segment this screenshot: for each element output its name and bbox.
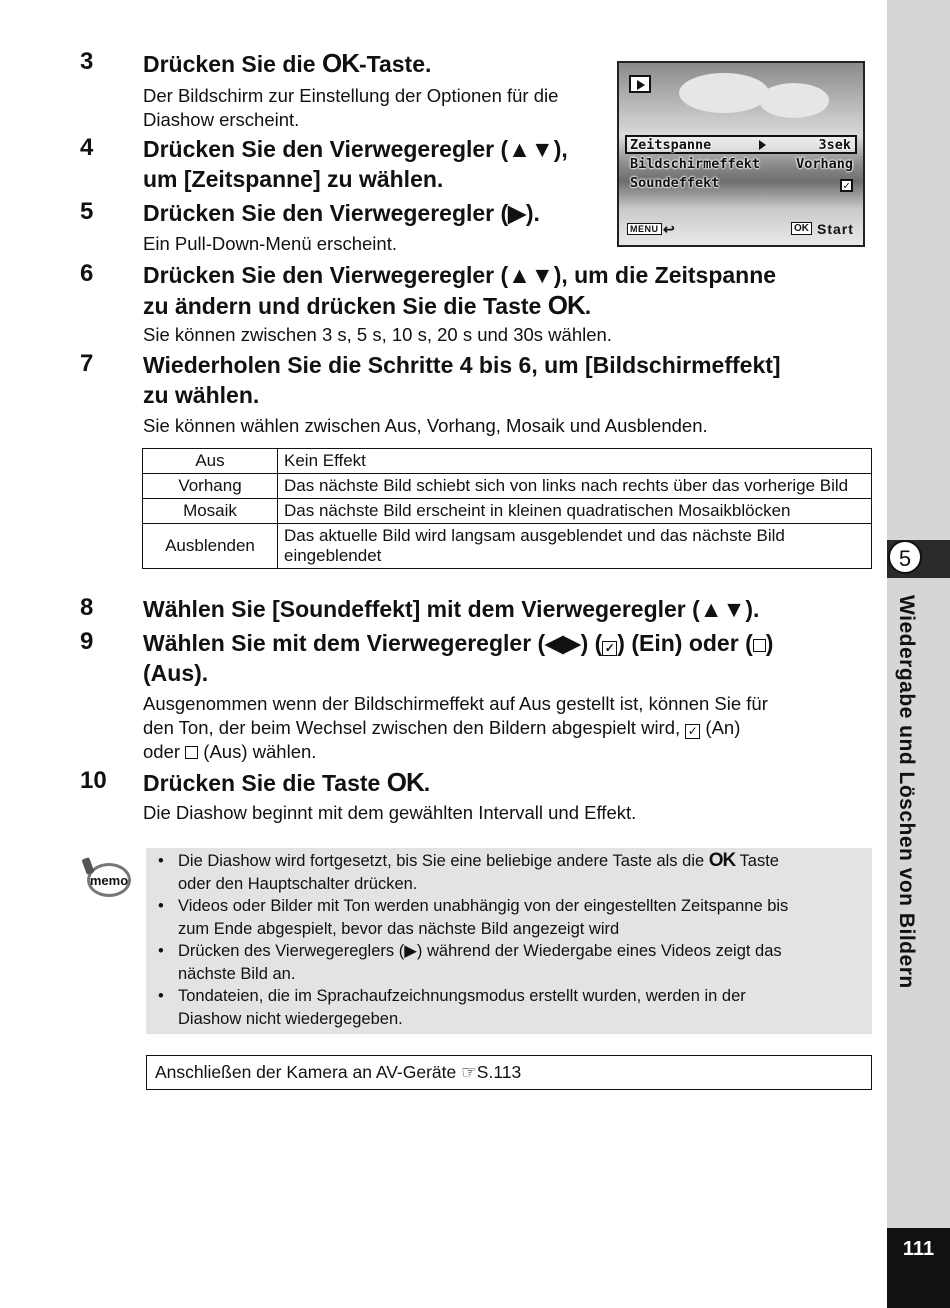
- chapter-number: 5: [888, 540, 922, 574]
- step-heading: Drücken Sie den Vierwegeregler (▶).: [143, 200, 540, 226]
- reference-link[interactable]: S.113: [476, 1062, 522, 1082]
- step-text: Ein Pull-Down-Menü erscheint.: [143, 233, 397, 254]
- arrow-right-icon: [759, 140, 766, 150]
- camera-row-sound: Soundeffekt ✓: [625, 175, 857, 194]
- step-heading: Drücken Sie den Vierwegeregler (▲▼), um die Zeitspanne zu ändern und drücken Sie die Taste OK.: [143, 262, 777, 320]
- table-row: Mosaik Das nächste Bild erscheint in kleinen quadratischen Mosaikblöcken: [143, 499, 872, 524]
- checkbox-empty-icon: [185, 746, 198, 759]
- page-number: 111: [902, 1238, 935, 1260]
- checkbox-empty-icon: [753, 639, 766, 652]
- step-text: Ausgenommen wenn der Bildschirmeffekt auf Aus gestellt ist, können Sie für den Ton, der beim Wechsel zwischen den Bildern abgespielt wird, ✓ (An) oder (Aus) wählen.: [143, 693, 768, 762]
- step-text: Der Bildschirm zur Einstellung der Optionen für die Diashow erscheint.: [143, 85, 559, 130]
- step-heading: Drücken Sie die OK-Taste.: [143, 48, 432, 78]
- playback-icon: [629, 75, 651, 93]
- table-row: Vorhang Das nächste Bild schiebt sich von links nach rechts über das vorherige Bild: [143, 474, 872, 499]
- back-arrow-icon: ↩: [663, 221, 675, 237]
- checkbox-checked-icon: ✓: [685, 724, 700, 739]
- step-heading: Drücken Sie die Taste OK.: [143, 767, 431, 797]
- step-heading: Wählen Sie [Soundeffekt] mit dem Vierwegeregler (▲▼).: [143, 596, 760, 622]
- pointing-hand-icon: ☞: [461, 1062, 477, 1082]
- step-text: Sie können zwischen 3 s, 5 s, 10 s, 20 s und 30s wählen.: [143, 324, 612, 345]
- step-number: 6: [80, 260, 94, 287]
- step-number: 5: [80, 198, 94, 225]
- list-item: • Tondateien, die im Sprachaufzeichnungsmodus erstellt wurden, werden in der Diashow nicht wiedergegeben.: [158, 985, 863, 1030]
- checkbox-checked-icon: ✓: [840, 179, 853, 192]
- memo-list: [158, 850, 863, 1030]
- start-label: Start: [817, 221, 854, 237]
- memo-icon: [82, 856, 132, 900]
- step-heading: Drücken Sie den Vierwegeregler (▲▼), um [Zeitspanne] zu wählen.: [143, 136, 568, 192]
- effects-table: [142, 448, 872, 569]
- step-number: 10: [80, 767, 107, 794]
- table-row: Ausblenden Das aktuelle Bild wird langsam ausgeblendet und das nächste Bild eingeblendet: [143, 524, 872, 569]
- ok-button-symbol: OK: [547, 290, 585, 320]
- list-item: • Die Diashow wird fortgesetzt, bis Sie eine beliebige andere Taste als die OK Taste oder den Hauptschalter drücken.: [158, 850, 863, 895]
- step-text: Sie können wählen zwischen Aus, Vorhang, Mosaik und Ausblenden.: [143, 415, 708, 436]
- camera-screen: [617, 61, 865, 247]
- step-number: 9: [80, 628, 94, 655]
- table-row: Aus Kein Effekt: [143, 449, 872, 474]
- step-number: 3: [80, 48, 94, 75]
- menu-button-icon: MENU: [627, 223, 662, 235]
- ok-button-symbol: OK: [386, 767, 424, 797]
- step-number: 7: [80, 350, 94, 377]
- checkbox-checked-icon: ✓: [602, 641, 617, 656]
- list-item: • Drücken des Vierwegereglers (▶) während der Wiedergabe eines Videos zeigt das nächste Bild an.: [158, 940, 863, 985]
- camera-row-interval: Zeitspanne 3sek: [625, 135, 857, 154]
- step-number: 4: [80, 134, 94, 161]
- step-text: Die Diashow beginnt mit dem gewählten Intervall und Effekt.: [143, 802, 637, 823]
- reference-box: Anschließen der Kamera an AV-Geräte ☞S.113: [146, 1055, 872, 1090]
- camera-row-effect: Bildschirmeffekt Vorhang: [630, 156, 853, 172]
- chapter-title: Wiedergabe und Löschen von Bildern: [895, 595, 918, 989]
- step-number: 8: [80, 594, 94, 621]
- ok-button-symbol: OK: [321, 48, 359, 78]
- step-heading: Wiederholen Sie die Schritte 4 bis 6, um [Bildschirmeffekt] zu wählen.: [143, 352, 781, 408]
- ok-button-symbol: OK: [708, 850, 736, 871]
- ok-button-icon: OK: [791, 222, 812, 235]
- step-heading: Wählen Sie mit dem Vierwegeregler (◀▶) ( ✓ ) (Ein) oder ( ) (Aus).: [143, 630, 774, 686]
- svg-text:memo: memo: [89, 873, 129, 888]
- list-item: • Videos oder Bilder mit Ton werden unabhängig von der eingestellten Zeitspanne bis zum Ende abgespielt, bevor das nächste Bild angezeigt wird: [158, 895, 863, 940]
